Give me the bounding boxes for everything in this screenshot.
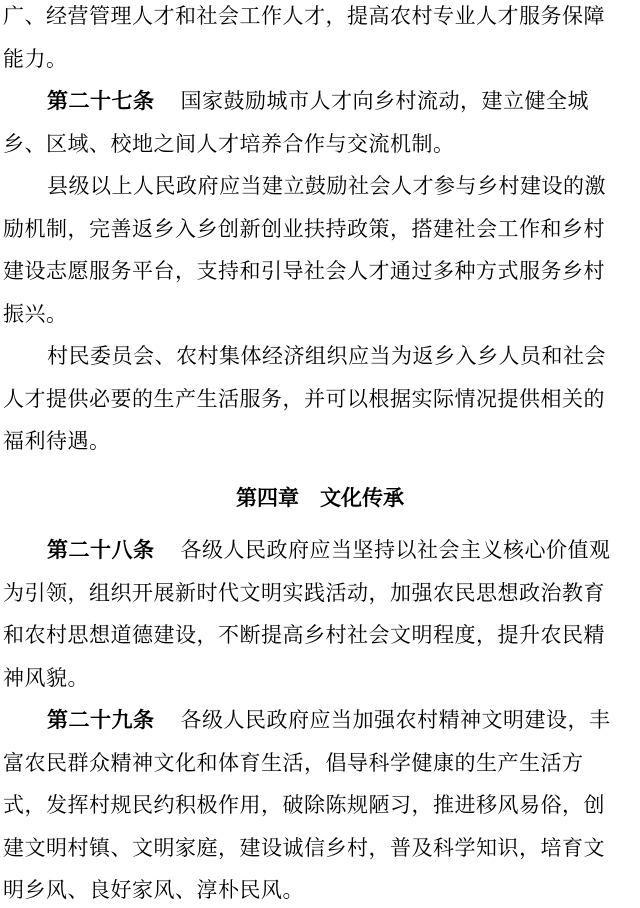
article-heading: 第二十七条 [47,89,155,113]
text-line: 励机制，完善返乡入乡创新创业扶持政策，搭建社会工作和乡村 [3,217,605,241]
text-line: 和农村思想道德建设，不断提高乡村社会文明程度，提升农民精 [3,623,605,647]
article-28-line: 第二十八条 各级人民政府应当坚持以社会主义核心价值观 [47,538,611,562]
text-line: 明乡风、良好家风、淳朴民风。 [3,878,304,902]
text-line: 神风貌。 [3,666,89,690]
text-line: 人才提供必要的生产生活服务，并可以根据实际情况提供相关的 [3,387,605,411]
text-line: 乡、区域、校地之间人才培养合作与交流机制。 [3,132,455,156]
text-line: 建文明村镇、文明家庭，建设诚信乡村，普及科学知识，培育文 [3,836,605,860]
article-29-line: 第二十九条 各级人民政府应当加强农村精神文明建设，丰 [47,708,611,732]
text-line: 能力。 [3,47,68,71]
text-line: 福利待遇。 [3,429,111,453]
text-line: 广、经营管理人才和社会工作人才，提高农村专业人才服务保障 [3,4,605,28]
chapter-heading: 第四章 文化传承 [236,486,404,510]
article-27-line: 第二十七条 国家鼓励城市人才向乡村流动，建立健全城 [47,89,589,113]
article-heading: 第二十九条 [47,708,155,732]
text-line: 振兴。 [3,302,68,326]
text-line: 富农民群众精神文化和体育生活，倡导科学健康的生产生活方 [3,751,584,775]
text-line: 式，发挥村规民约积极作用，破除陈规陋习，推进移风易俗，创 [3,793,605,817]
text-line: 县级以上人民政府应当建立鼓励社会人才参与乡村建设的激 [47,174,606,198]
text-line: 建设志愿服务平台，支持和引导社会人才通过多种方式服务乡村 [3,259,605,283]
article-heading: 第二十八条 [47,538,155,562]
text-line: 村民委员会、农村集体经济组织应当为返乡入乡人员和社会 [47,344,606,368]
text-line: 为引领，组织开展新时代文明实践活动，加强农民思想政治教育 [3,581,605,605]
